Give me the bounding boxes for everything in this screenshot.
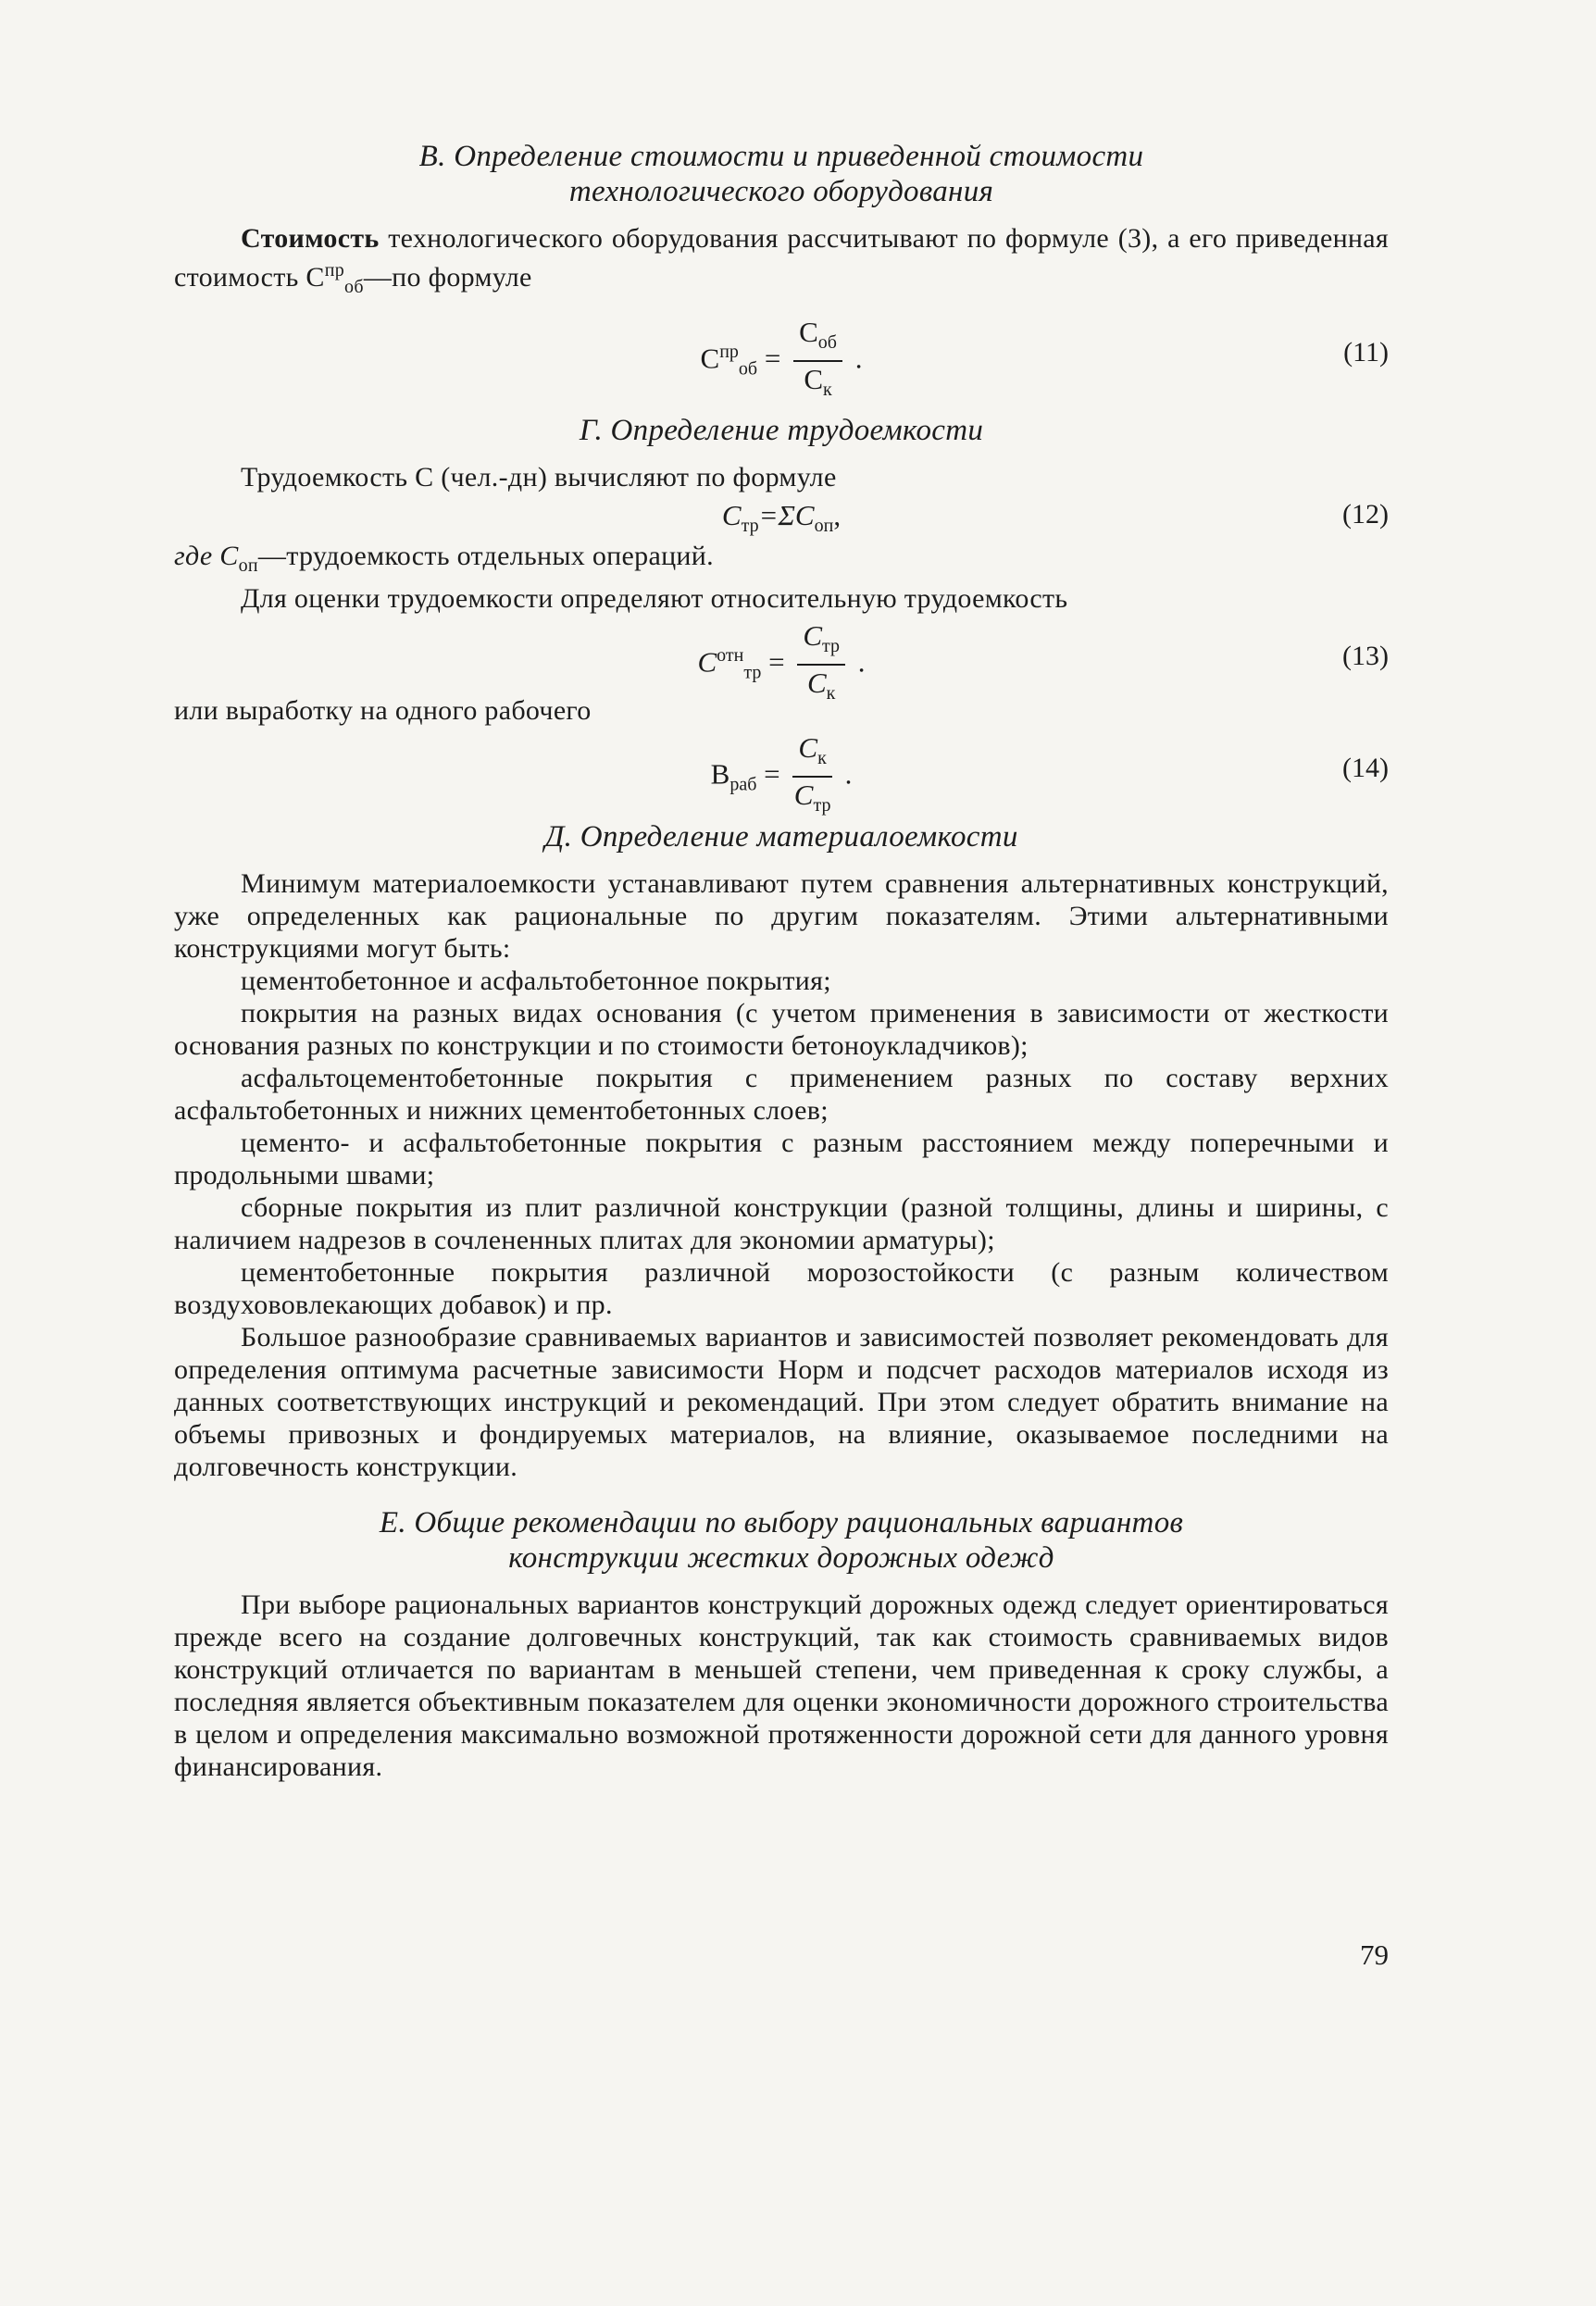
section-g-where: где $С_{оп}—трудоемкость$ отдельных операций. bbox=[174, 541, 714, 576]
section-d-paragraph-2: Большое разнообразие сравниваемых вариантов и зависимостей позволяет рекомендовать для определения оптимума расчетные зависимости Норм и подсчет расходов материалов исходя из данных соответствующих инструкций и рекомендаций. При этом следует обратить внимание на объемы привозных и фондируемых материалов, на влияние, оказываемое последними на долговечность конструкции. bbox=[174, 1322, 1389, 1482]
section-d-paragraph-1: Минимум материалоемкости устанавливают путем сравнения альтернативных конструкций, уже определенных как рациональные по другим показателям. Этими альтернативными конструкциями могут быть: bbox=[174, 868, 1389, 964]
section-v-title-line1: В. Определение стоимости и приведенной стоимости bbox=[418, 140, 1144, 173]
equation-number-13: (13) bbox=[1342, 641, 1389, 671]
section-v-paragraph: Стоимость технологического оборудования рассчитывают по формуле (3), а его приведенная стоимость $С^{пр}_{об}—по$ формуле bbox=[174, 223, 1389, 297]
section-d-item-6: цементобетонные покрытия различной морозостойкости (с разным количеством воздухововлекающих добавок) и пр. bbox=[174, 1257, 1389, 1320]
section-d-item-1: цементобетонное и асфальтобетонное покрытия; bbox=[241, 966, 831, 996]
formula-13: $С^{отн}_{тр}$ = $\frac{С_{тр}}{С_к}$ . (13) bbox=[174, 620, 1389, 694]
section-v-text-start: Стоимость bbox=[241, 223, 380, 254]
section-d-heading bbox=[174, 819, 1389, 854]
equation-number-12: (12) bbox=[1342, 499, 1389, 530]
formula-14: $В_{раб}$ = $\frac{С_к}{С_{тр}}$ . (14) bbox=[174, 732, 1389, 806]
section-v-text-rest: технологического оборудования рассчитывают по формуле (3), а его приведенная стоимость С bbox=[174, 223, 1389, 293]
section-g-relative-text: Для оценки трудоемкости определяют относительную трудоемкость bbox=[241, 583, 1068, 614]
section-g-intro: Трудоемкость С (чел.-дн) вычисляют по формуле bbox=[241, 462, 837, 492]
section-g-title: Г. Определение трудоемкости bbox=[579, 414, 984, 447]
fraction-11: $\frac{С_{об}}{С_к}$ bbox=[793, 317, 842, 405]
section-e-title-line1: Е. Общие рекомендации по выбору рациональных вариантов bbox=[379, 1506, 1184, 1539]
section-g-or-text: или выработку на одного рабочего bbox=[174, 695, 592, 726]
formula-11: $С^{пр}_{об}$ = $\frac{С_{об}}{С_к}$ . (11) bbox=[174, 317, 1389, 391]
section-g-heading bbox=[174, 413, 1389, 448]
section-v-title-line2: технологического оборудования bbox=[568, 175, 994, 208]
equation-number-11: (11) bbox=[1343, 337, 1389, 368]
section-d-item-2: покрытия на разных видах основания (с учетом применения в зависимости от жесткости основания разных по конструкции и по стоимости бетоноукладчиков); bbox=[174, 998, 1389, 1061]
equation-number-14: (14) bbox=[1342, 753, 1389, 783]
section-e-paragraph: При выборе рациональных вариантов конструкций дорожных одежд следует ориентироваться прежде всего на создание долговечных конструкций, так как стоимость сравниваемых видов конструкций отличается по вариантам в меньшей степени, чем приведенная к сроку службы, а последняя является объективным показателем для оценки экономичности дорожного строительства в целом и определения максимально возможной протяженности дорожной сети для данного уровня финансирования. bbox=[174, 1589, 1389, 1782]
page bbox=[174, 139, 1389, 2231]
fraction-14: $\frac{С_к}{С_{тр}}$ bbox=[793, 731, 831, 816]
section-e-heading bbox=[174, 1505, 1389, 1576]
formula-12: $С_{тр}=\Sigma С_{оп}$, (12) bbox=[721, 499, 1389, 537]
section-d-item-5: сборные покрытия из плит различной конструкции (разной толщины, длины и ширины, с наличием надрезов в сочлененных плитах для экономии арматуры); bbox=[174, 1192, 1389, 1255]
section-d-title: Д. Определение материалоемкости bbox=[544, 820, 1018, 854]
section-v-heading bbox=[174, 139, 1389, 209]
fraction-13: $\frac{С_{тр}}{С_к}$ bbox=[797, 620, 845, 709]
section-d-item-3: асфальтоцементобетонные покрытия с применением разных по составу верхних асфальтобетонных и нижних цементобетонных слоев; bbox=[174, 1063, 1389, 1126]
section-d-item-4: цементо- и асфальтобетонные покрытия с разным расстоянием между поперечными и продольными швами; bbox=[174, 1128, 1389, 1190]
section-e-title-line2: конструкции жестких дорожных одежд bbox=[508, 1541, 1054, 1575]
page-number: 79 bbox=[1360, 1938, 1389, 1971]
